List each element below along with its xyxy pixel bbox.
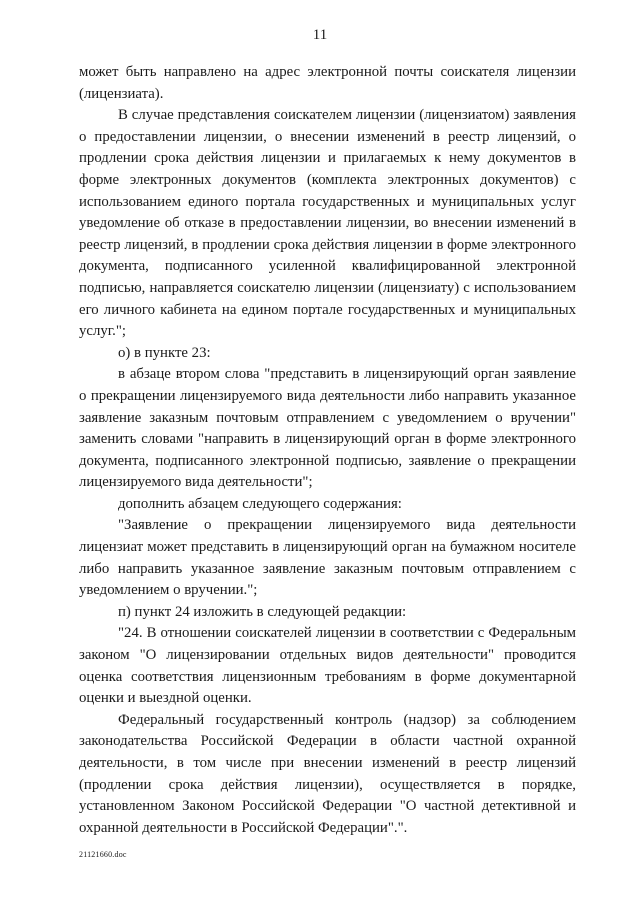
paragraph-6: "Заявление о прекращении лицензируемого вида деятельности лицензиат может представить в лицензирующий орган на бумажном носителе либо направить указанное заявление заказным почтовым отправлением с уведомлением о вручении.";: [79, 517, 576, 599]
paragraph-3: о) в пункте 23:: [118, 344, 211, 361]
page-number: 11: [312, 27, 328, 43]
paragraph-5: дополнить абзацем следующего содержания:: [118, 495, 402, 512]
document-filename: 21121660.doc: [79, 850, 127, 859]
paragraph-1: может быть направлено на адрес электронной почты соискателя лицензии (лицензиата).: [79, 64, 576, 102]
paragraph-7: п) пункт 24 изложить в следующей редакции:: [118, 603, 407, 620]
document-body: [79, 62, 576, 839]
paragraph-9: Федеральный государственный контроль (надзор) за соблюдением законодательства Российской Федерации в области частной охранной деятельности, в том числе при внесении изменений в реестр лицензий (продлении срока действия лицензии), осуществляется в порядке, установленном Законом Российской Федерации "О частной детективной и охранной деятельности в Российской Федерации".".: [79, 711, 576, 836]
paragraph-8: "24. В отношении соискателей лицензии в соответствии с Федеральным законом "О лицензировании отдельных видов деятельности" проводится оценка соответствия лицензионным требованиям в форме документарной оценки и выездной оценки.: [79, 625, 576, 707]
paragraph-4: в абзаце втором слова "представить в лицензирующий орган заявление о прекращении лицензируемого вида деятельности либо направить указанное заявление заказным почтовым отправлением с уведомлением о вручении" заменить словами "направить в лицензирующий орган в форме электронного документа, подписанного электронной подписью, заявление о прекращении лицензируемого вида деятельности";: [79, 366, 576, 491]
paragraph-2: В случае представления соискателем лицензии (лицензиатом) заявления о предоставлении лицензии, о внесении изменений в реестр лицензий, о продлении срока действия лицензии и прилагаемых к нему документов в форме электронных документов (комплекта электронных документов) с использованием единого портала государственных и муниципальных услуг уведомление об отказе в предоставлении лицензии, во внесении изменений в реестр лицензий, в продлении срока действия лицензии в форме электронного документа, подписанного усиленной квалифицированной электронной подписью, направляется соискателю лицензии (лицензиату) с использованием его личного кабинета на едином портале государственных и муниципальных услуг.";: [79, 107, 576, 340]
